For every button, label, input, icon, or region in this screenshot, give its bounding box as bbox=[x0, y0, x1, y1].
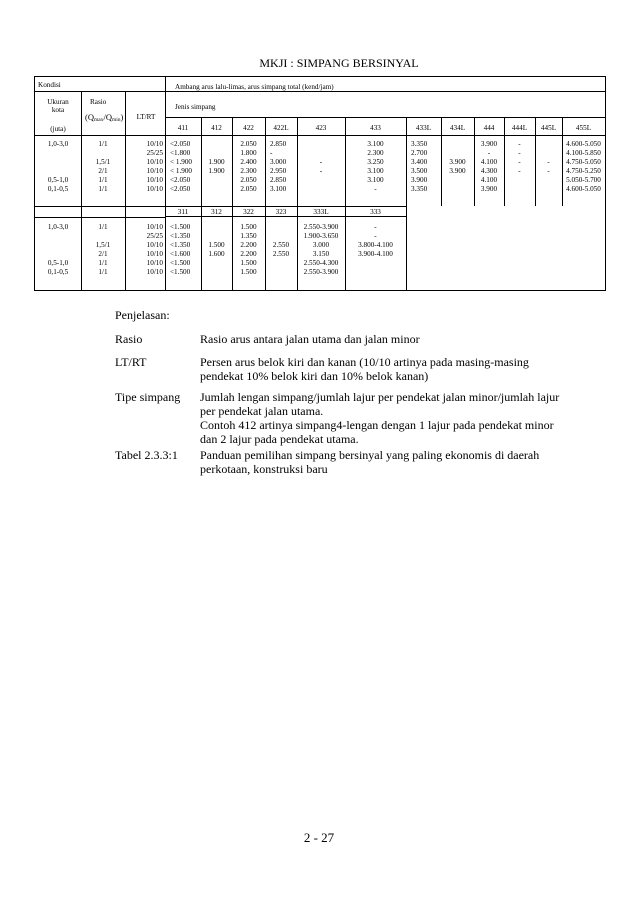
kota-size-cell: 1,0-3,0 bbox=[47, 140, 69, 148]
value-cell: - bbox=[518, 140, 521, 148]
ltrt-cell-column bbox=[126, 223, 163, 277]
ltrt-cell: 10/10 bbox=[146, 140, 163, 148]
ltrt-header: LT/RT bbox=[136, 113, 156, 121]
type-header-444L: 444L bbox=[511, 124, 528, 132]
value-cell bbox=[201, 223, 232, 232]
type-header-422: 422 bbox=[243, 124, 254, 132]
value-cell bbox=[297, 176, 345, 185]
value-cell: 3.500 bbox=[411, 167, 428, 175]
table-rule bbox=[406, 117, 407, 290]
value-cell bbox=[345, 268, 406, 277]
value-cell: 3.900 bbox=[449, 167, 466, 175]
type-header-445L: 445L bbox=[540, 124, 557, 132]
kondisi-header: Kondisi bbox=[38, 81, 61, 89]
value-cell bbox=[535, 176, 562, 185]
ratio-cell-column bbox=[81, 140, 125, 194]
value-cell bbox=[535, 140, 562, 149]
value-cell bbox=[441, 149, 474, 158]
type-header-333: 333 bbox=[370, 208, 381, 216]
value-cell: 3.350 bbox=[411, 185, 428, 193]
value-cell: 2.050 bbox=[240, 140, 257, 148]
value-cell: <1.500 bbox=[170, 223, 191, 231]
threshold-table bbox=[34, 76, 606, 291]
type-header-322: 322 bbox=[243, 208, 254, 216]
value-cell bbox=[201, 176, 232, 185]
value-cell: <1.500 bbox=[170, 259, 191, 267]
value-cell: - bbox=[518, 149, 521, 157]
type-header-312: 312 bbox=[211, 208, 222, 216]
value-cell: 1.900 bbox=[208, 167, 225, 175]
value-cell bbox=[441, 140, 474, 149]
data-column-412 bbox=[201, 140, 232, 194]
note-definition: dan 2 lajur pada pendekat utama. bbox=[200, 432, 359, 446]
type-header-455L: 455L bbox=[575, 124, 592, 132]
ltrt-cell: 10/10 bbox=[146, 241, 163, 249]
value-cell bbox=[201, 140, 232, 149]
value-cell: 5.050-5.700 bbox=[566, 176, 601, 184]
value-cell: 1.600 bbox=[208, 250, 225, 258]
note-definition: pendekat 10% belok kiri dan 10% belok kanan) bbox=[200, 369, 429, 383]
ratio-cell bbox=[81, 232, 125, 241]
value-cell: 1.900-3.650 bbox=[303, 232, 339, 240]
data-column-455L bbox=[562, 140, 605, 194]
kota-size-cell bbox=[35, 158, 81, 167]
data-column-333L bbox=[297, 223, 345, 277]
note-term: Tipe simpang bbox=[115, 390, 181, 404]
value-cell: 4.600-5.050 bbox=[566, 140, 601, 148]
type-header-433: 433 bbox=[370, 124, 381, 132]
value-cell: 4.300 bbox=[480, 167, 498, 175]
value-cell: <1.350 bbox=[170, 232, 191, 240]
value-cell bbox=[265, 259, 297, 268]
value-cell: 4.600-5.050 bbox=[566, 185, 601, 193]
rasio-formula-part: /Q bbox=[103, 112, 112, 122]
value-cell: 3.900 bbox=[449, 158, 466, 166]
value-cell: 1.800 bbox=[240, 149, 257, 157]
ukuran-kota-header: Ukuran bbox=[47, 98, 69, 106]
rasio-formula bbox=[85, 113, 123, 125]
ratio-cell: 1/1 bbox=[98, 140, 108, 148]
value-cell: 1.500 bbox=[240, 259, 257, 267]
value-cell: 2.200 bbox=[240, 241, 257, 249]
kota-size-cell: 0,5-1,0 bbox=[47, 259, 69, 267]
value-cell: 2.400 bbox=[240, 158, 257, 166]
value-cell: 2.550 bbox=[272, 250, 290, 258]
value-cell: < 1.900 bbox=[170, 167, 193, 175]
value-cell: 2.050 bbox=[240, 185, 257, 193]
value-cell: 3.400 bbox=[411, 158, 428, 166]
value-cell: <1.600 bbox=[170, 250, 191, 258]
kota-size-cell: 0,1-0,5 bbox=[47, 268, 69, 276]
ukuran-kota-unit: (juta) bbox=[50, 125, 66, 133]
note-definition: Panduan pemilihan simpang bersinyal yang paling ekonomis di daerah bbox=[200, 448, 540, 462]
type-header-323: 323 bbox=[275, 208, 287, 216]
value-cell bbox=[535, 185, 562, 194]
value-cell: - bbox=[518, 158, 521, 166]
value-cell: 4.750-5.050 bbox=[566, 158, 601, 166]
ratio-cell: 2/1 bbox=[98, 167, 108, 175]
value-cell: <2.050 bbox=[170, 140, 191, 148]
value-cell bbox=[297, 185, 345, 194]
rasio-formula-sub: min bbox=[111, 117, 121, 123]
value-cell: 4.100 bbox=[480, 176, 498, 184]
type-header-333L: 333L bbox=[313, 208, 329, 216]
note-definition: per pendekat jalan utama. bbox=[200, 404, 324, 418]
type-header-422L: 422L bbox=[273, 124, 289, 132]
kota-size-cell: 1,0-3,0 bbox=[47, 223, 69, 231]
value-cell bbox=[441, 176, 474, 185]
data-column-333 bbox=[345, 223, 406, 277]
ratio-cell: 1,5/1 bbox=[95, 241, 111, 249]
data-column-311 bbox=[170, 223, 201, 277]
type-header-311: 311 bbox=[177, 208, 189, 216]
value-cell: 2.950 bbox=[270, 167, 287, 175]
value-cell bbox=[297, 140, 345, 149]
ratio-cell: 1/1 bbox=[98, 259, 108, 267]
value-cell: < 1.900 bbox=[170, 158, 193, 166]
note-term: LT/RT bbox=[115, 355, 147, 369]
data-column-423 bbox=[297, 140, 345, 194]
value-cell: 3.100 bbox=[367, 176, 384, 184]
data-column-445L bbox=[535, 140, 562, 194]
value-cell: - bbox=[374, 185, 377, 193]
rasio-header: Rasio bbox=[90, 98, 107, 106]
data-column-433L bbox=[411, 140, 441, 194]
value-cell bbox=[265, 232, 297, 241]
value-cell: 3.250 bbox=[367, 158, 384, 166]
note-definition: Contoh 412 artinya simpang4-lengan dengan 1 lajur pada pendekat minor bbox=[200, 418, 554, 432]
ratio-cell bbox=[81, 149, 125, 158]
value-cell: - bbox=[547, 158, 550, 166]
value-cell: <2.050 bbox=[170, 185, 191, 193]
value-cell: 3.350 bbox=[411, 140, 428, 148]
value-cell: 2.850 bbox=[270, 140, 287, 148]
type-header-444: 444 bbox=[483, 124, 495, 132]
value-cell: 1.500 bbox=[240, 268, 257, 276]
value-cell: 3.100 bbox=[367, 167, 384, 175]
data-column-444 bbox=[474, 140, 504, 194]
value-cell: 4.100 bbox=[480, 158, 498, 166]
ltrt-cell: 10/10 bbox=[146, 223, 163, 231]
value-cell: <1.350 bbox=[170, 241, 191, 249]
value-cell: 2.550-3.900 bbox=[303, 268, 339, 276]
value-cell: 3.900 bbox=[411, 176, 428, 184]
page-header-title: MKJI : SIMPANG BERSINYAL bbox=[259, 56, 419, 70]
value-cell: 2.550 bbox=[272, 241, 290, 249]
data-column-434L bbox=[441, 140, 474, 194]
value-cell bbox=[441, 185, 474, 194]
ukuran-kota-header: kota bbox=[51, 106, 65, 114]
page-header bbox=[0, 56, 638, 71]
note-definition: Rasio arus antara jalan utama dan jalan minor bbox=[200, 332, 420, 346]
value-cell: 1.350 bbox=[240, 232, 257, 240]
value-cell: 3.900 bbox=[480, 185, 498, 193]
value-cell bbox=[201, 268, 232, 277]
ambang-header: Ambang arus lalu-limas, arus simpang total (kend/jam) bbox=[175, 83, 334, 91]
value-cell: - bbox=[374, 232, 377, 240]
note-definition: Jumlah lengan simpang/jumlah lajur per pendekat jalan minor/jumlah lajur bbox=[200, 390, 560, 404]
value-cell: <1.500 bbox=[170, 268, 191, 276]
value-cell: 2.300 bbox=[240, 167, 257, 175]
value-cell bbox=[345, 259, 406, 268]
kota-size-cell: 0,1-0,5 bbox=[47, 185, 69, 193]
rasio-formula-part: ) bbox=[120, 112, 124, 122]
kota-size-cell-column bbox=[35, 223, 81, 277]
value-cell: - bbox=[270, 149, 273, 157]
table-rule bbox=[35, 135, 605, 136]
value-cell: 4.750-5.250 bbox=[566, 167, 601, 175]
value-cell: - bbox=[547, 167, 550, 175]
note-term: Tabel 2.3.3:1 bbox=[115, 448, 178, 462]
jenis-header: Jenis simpang bbox=[175, 103, 216, 111]
data-column-422L bbox=[270, 140, 297, 194]
ltrt-cell: 10/10 bbox=[146, 250, 163, 258]
value-cell: 2.550-4.300 bbox=[303, 259, 339, 267]
ltrt-cell: 10/10 bbox=[146, 259, 163, 267]
value-cell: 3.100 bbox=[270, 185, 287, 193]
ltrt-cell-column bbox=[126, 140, 163, 194]
value-cell: 3.000 bbox=[270, 158, 287, 166]
value-cell: 3.100 bbox=[367, 140, 384, 148]
data-column-312 bbox=[201, 223, 232, 277]
data-column-322 bbox=[232, 223, 265, 277]
value-cell: - bbox=[487, 149, 491, 157]
ratio-cell: 1/1 bbox=[98, 185, 108, 193]
note-definition: Persen arus belok kiri dan kanan (10/10 artinya pada masing-masing bbox=[200, 355, 529, 369]
value-cell bbox=[265, 223, 297, 232]
value-cell: - bbox=[374, 223, 377, 231]
value-cell: 4.100-5.850 bbox=[566, 149, 601, 157]
value-cell bbox=[504, 176, 535, 185]
ltrt-cell: 10/10 bbox=[146, 158, 163, 166]
page-number: 2 - 27 bbox=[303, 830, 335, 845]
kota-size-cell-column bbox=[35, 140, 81, 194]
ltrt-cell: 25/25 bbox=[146, 149, 163, 157]
value-cell: 1.900 bbox=[208, 158, 225, 166]
note-term: Rasio bbox=[115, 332, 143, 346]
value-cell: - bbox=[518, 167, 521, 175]
ltrt-cell: 25/25 bbox=[146, 232, 163, 240]
rasio-formula-sub: max bbox=[93, 117, 104, 123]
data-column-422 bbox=[232, 140, 265, 194]
type-header-412: 412 bbox=[211, 124, 222, 132]
table-rule bbox=[35, 217, 165, 218]
value-cell bbox=[201, 185, 232, 194]
ltrt-cell: 10/10 bbox=[146, 185, 163, 193]
ratio-cell: 1/1 bbox=[98, 268, 108, 276]
table-rule bbox=[406, 206, 605, 290]
ltrt-cell: 10/10 bbox=[146, 167, 163, 175]
value-cell: 2.550-3.900 bbox=[303, 223, 339, 231]
value-cell bbox=[201, 232, 232, 241]
data-column-433 bbox=[345, 140, 406, 194]
value-cell: <2.050 bbox=[170, 176, 191, 184]
ratio-cell: 1/1 bbox=[98, 223, 108, 231]
value-cell: - bbox=[319, 167, 323, 175]
value-cell: 2.850 bbox=[270, 176, 287, 184]
data-column-411 bbox=[170, 140, 201, 194]
ratio-cell: 2/1 bbox=[98, 250, 108, 258]
value-cell: 1.500 bbox=[240, 223, 257, 231]
data-column-444L bbox=[504, 140, 535, 194]
kota-size-cell bbox=[35, 250, 81, 259]
ltrt-cell: 10/10 bbox=[146, 268, 163, 276]
value-cell bbox=[297, 149, 345, 158]
notes-heading: Penjelasan: bbox=[115, 308, 170, 322]
ratio-cell: 1/1 bbox=[98, 176, 108, 184]
value-cell bbox=[201, 259, 232, 268]
kota-size-cell bbox=[35, 241, 81, 250]
data-column-323 bbox=[265, 223, 297, 277]
value-cell: 2.200 bbox=[240, 250, 257, 258]
type-header-411: 411 bbox=[177, 124, 189, 132]
value-cell: 3.800-4.100 bbox=[358, 241, 393, 249]
value-cell: 2.300 bbox=[367, 149, 384, 157]
type-header-423: 423 bbox=[315, 124, 327, 132]
value-cell: 2.050 bbox=[240, 176, 257, 184]
kota-size-cell bbox=[35, 232, 81, 241]
ltrt-cell: 10/10 bbox=[146, 176, 163, 184]
value-cell bbox=[201, 149, 232, 158]
value-cell: - bbox=[319, 158, 323, 166]
value-cell: <1.800 bbox=[170, 149, 191, 157]
kota-size-cell bbox=[35, 149, 81, 158]
value-cell bbox=[535, 149, 562, 158]
note-definition: perkotaan, konstruksi baru bbox=[200, 462, 328, 476]
ratio-cell: 1,5/1 bbox=[95, 158, 111, 166]
value-cell bbox=[504, 185, 535, 194]
value-cell: 3.150 bbox=[312, 250, 330, 258]
value-cell bbox=[265, 268, 297, 277]
type-header-434L: 434L bbox=[449, 124, 466, 132]
ratio-cell-column bbox=[81, 223, 125, 277]
type-header-433L: 433L bbox=[415, 124, 432, 132]
kota-size-cell bbox=[35, 167, 81, 176]
value-cell: 3.900-4.100 bbox=[358, 250, 393, 258]
value-cell: 2.700 bbox=[411, 149, 428, 157]
value-cell: 3.000 bbox=[312, 241, 330, 249]
rasio-formula-part: (Q bbox=[85, 112, 94, 122]
value-cell: 1.500 bbox=[208, 241, 225, 249]
table-rule bbox=[165, 77, 166, 290]
value-cell: 3.900 bbox=[480, 140, 498, 148]
table-rule bbox=[165, 117, 605, 118]
kota-size-cell: 0,5-1,0 bbox=[47, 176, 69, 184]
